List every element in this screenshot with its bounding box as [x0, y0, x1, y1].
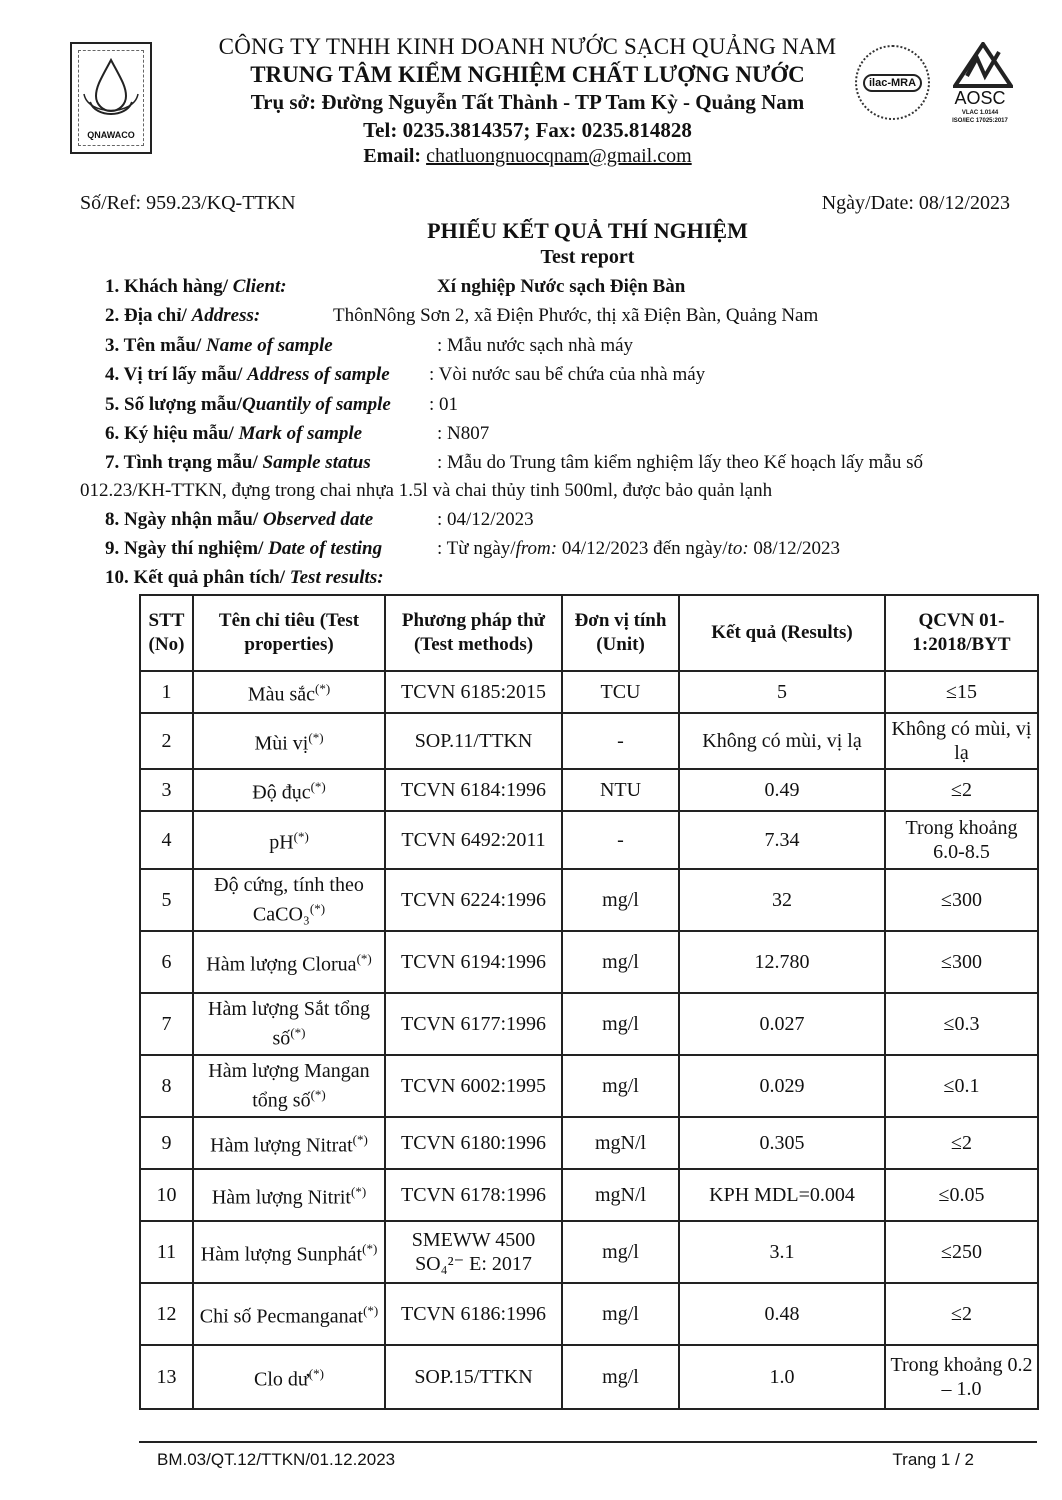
table-row — [140, 993, 1038, 1055]
cell-unit: NTU — [562, 769, 679, 811]
table-row — [140, 1117, 1038, 1169]
email-link[interactable]: chatluongnuocqnam@gmail.com — [426, 145, 692, 167]
quantity-value: : 01 — [429, 394, 459, 415]
cell-result: 3.1 — [679, 1221, 885, 1283]
page-number: Trang 1 / 2 — [892, 1450, 974, 1469]
cell-result: 0.48 — [679, 1283, 885, 1345]
quantity-line: 5. Số lượng mẫu/Quantily of sample : 01 — [105, 394, 459, 415]
cell-unit: mg/l — [562, 1345, 679, 1409]
table-row — [140, 811, 1038, 869]
sample-name-value: : Mẫu nước sạch nhà máy — [437, 335, 634, 356]
email-label: Email: — [363, 145, 427, 167]
col-methods: Phương pháp thử (Test methods) — [385, 595, 562, 671]
cell-property: Độ đục(*) — [193, 769, 385, 811]
cell-method: TCVN 6186:1996 — [385, 1283, 562, 1345]
col-properties: Tên chỉ tiêu (Test properties) — [193, 595, 385, 671]
cell-limit: ≤15 — [885, 671, 1038, 713]
table-row — [140, 713, 1038, 769]
cell-unit: mg/l — [562, 1221, 679, 1283]
cell-no: 3 — [140, 769, 193, 811]
aosc-iso: ISO/IEC 17025:2017 — [952, 118, 1008, 124]
cell-limit: ≤300 — [885, 931, 1038, 993]
company-address: Trụ sở: Đường Nguyễn Tất Thành - TP Tam Kỳ - Quảng Nam — [250, 90, 805, 114]
cell-property: Hàm lượng Nitrat(*) — [193, 1117, 385, 1169]
table-row — [140, 1169, 1038, 1221]
results-heading: 10. Kết quả phân tích/ Test results: — [105, 567, 384, 588]
cell-property: Clo dư(*) — [193, 1345, 385, 1409]
cell-no: 7 — [140, 993, 193, 1055]
cell-no: 5 — [140, 869, 193, 931]
cell-method: TCVN 6180:1996 — [385, 1117, 562, 1169]
cell-result: 0.027 — [679, 993, 885, 1055]
cell-unit: mg/l — [562, 1055, 679, 1117]
cell-unit: mg/l — [562, 869, 679, 931]
mark-value: : N807 — [437, 423, 490, 444]
cell-property: Hàm lượng Sắt tổng số(*) — [193, 993, 385, 1055]
cell-limit: ≤2 — [885, 769, 1038, 811]
accreditation-mark: (*) — [356, 951, 372, 967]
aosc-triangle-icon — [953, 42, 1013, 88]
cell-unit: mg/l — [562, 931, 679, 993]
cell-method: TCVN 6178:1996 — [385, 1169, 562, 1221]
company-name: CÔNG TY TNHH KINH DOANH NƯỚC SẠCH QUẢNG NAM — [218, 34, 837, 59]
cell-limit: ≤2 — [885, 1117, 1038, 1169]
cell-no: 12 — [140, 1283, 193, 1345]
seal-text: ilac-MRA — [863, 74, 922, 92]
cell-limit: Không có mùi, vị lạ — [885, 713, 1038, 769]
accreditation-mark: (*) — [290, 1025, 306, 1041]
table-row — [140, 931, 1038, 993]
cell-method: SOP.11/TTKN — [385, 713, 562, 769]
company-logo — [70, 42, 152, 154]
company-email-line — [160, 145, 895, 168]
cell-result: 5 — [679, 671, 885, 713]
mark-line: 6. Ký hiệu mẫu/ Mark of sample : N807 — [105, 423, 490, 444]
cell-unit: TCU — [562, 671, 679, 713]
col-qcvn: QCVN 01-1:2018/BYT — [885, 595, 1038, 671]
cell-no: 6 — [140, 931, 193, 993]
table-row — [140, 1345, 1038, 1409]
ilac-mra-seal — [855, 45, 930, 120]
col-stt: STT (No) — [140, 595, 193, 671]
cell-method: TCVN 6492:2011 — [385, 811, 562, 869]
cell-property: Hàm lượng Clorua(*) — [193, 931, 385, 993]
cell-limit: ≤300 — [885, 869, 1038, 931]
cell-no: 11 — [140, 1221, 193, 1283]
address-line: 2. Địa chỉ/ Address: ThônNông Sơn 2, xã Điện Phước, thị xã Điện Bàn, Quảng Nam — [105, 305, 819, 326]
cell-method: SMEWW 4500 SO₄²⁻ E: 2017 — [385, 1221, 562, 1283]
cell-limit: ≤0.3 — [885, 993, 1038, 1055]
cell-method: TCVN 6184:1996 — [385, 769, 562, 811]
table-header-row — [140, 595, 1038, 671]
cell-property: Màu sắc(*) — [193, 671, 385, 713]
cell-result: 7.34 — [679, 811, 885, 869]
sample-location-value: : Vòi nước sau bể chứa của nhà máy — [429, 364, 706, 385]
table-row — [140, 1055, 1038, 1117]
col-results: Kết quả (Results) — [679, 595, 885, 671]
cell-unit: mgN/l — [562, 1169, 679, 1221]
status-value-1: : Mẫu do Trung tâm kiểm nghiệm lấy theo Kế hoạch lấy mẫu số — [437, 452, 924, 473]
cell-method: TCVN 6185:2015 — [385, 671, 562, 713]
cell-unit: mg/l — [562, 1283, 679, 1345]
report-subtitle: Test report — [540, 246, 635, 268]
cell-no: 10 — [140, 1169, 193, 1221]
table-row — [140, 1283, 1038, 1345]
water-drop-icon — [72, 52, 150, 132]
cell-result: 0.029 — [679, 1055, 885, 1117]
footer-divider — [139, 1441, 1037, 1443]
client-value: Xí nghiệp Nước sạch Điện Bàn — [437, 276, 686, 297]
cell-property: Hàm lượng Mangan tổng số(*) — [193, 1055, 385, 1117]
table-row — [140, 869, 1038, 931]
cell-no: 8 — [140, 1055, 193, 1117]
accreditation-mark: (*) — [315, 681, 331, 697]
accreditation-mark: (*) — [363, 1303, 379, 1319]
company-phone: Tel: 0235.3814357; Fax: 0235.814828 — [363, 118, 692, 142]
cell-result: 0.49 — [679, 769, 885, 811]
report-title: PHIẾU KẾT QUẢ THÍ NGHIỆM — [427, 218, 748, 243]
cell-limit: ≤250 — [885, 1221, 1038, 1283]
status-value-2: 012.23/KH-TTKN, đựng trong chai nhựa 1.5l và chai thủy tinh 500ml, được bảo quản lạnh — [80, 480, 773, 501]
aosc-text: AOSC — [954, 88, 1006, 108]
cell-limit: Trong khoảng 6.0-8.5 — [885, 811, 1038, 869]
cell-method: TCVN 6194:1996 — [385, 931, 562, 993]
cell-unit: mg/l — [562, 993, 679, 1055]
received-line: 8. Ngày nhận mẫu/ Observed date : 04/12/2023 — [105, 509, 534, 530]
cell-unit: - — [562, 811, 679, 869]
cell-limit: ≤0.1 — [885, 1055, 1038, 1117]
cell-result: 1.0 — [679, 1345, 885, 1409]
cell-limit: Trong khoảng 0.2 – 1.0 — [885, 1345, 1038, 1409]
cell-no: 1 — [140, 671, 193, 713]
cell-result: Không có mùi, vị lạ — [679, 713, 885, 769]
results-table — [139, 594, 1039, 1410]
accreditation-mark: (*) — [362, 1241, 378, 1257]
cell-unit: - — [562, 713, 679, 769]
aosc-logo — [935, 40, 1025, 140]
table-row — [140, 671, 1038, 713]
cell-method: SOP.15/TTKN — [385, 1345, 562, 1409]
accreditation-mark: (*) — [310, 779, 326, 795]
status-line: 7. Tình trạng mẫu/ Sample status : Mẫu do Trung tâm kiểm nghiệm lấy theo Kế hoạch lấy mẫu số — [105, 452, 924, 473]
sample-location-line: 4. Vị trí lấy mẫu/ Address of sample : Vòi nước sau bể chứa của nhà máy — [105, 364, 706, 385]
accreditation-mark: (*) — [293, 829, 309, 845]
cell-no: 9 — [140, 1117, 193, 1169]
cell-limit: ≤0.05 — [885, 1169, 1038, 1221]
report-date: Ngày/Date: 08/12/2023 — [821, 192, 1010, 214]
address-value: ThônNông Sơn 2, xã Điện Phước, thị xã Điện Bàn, Quảng Nam — [333, 305, 819, 326]
cell-no: 2 — [140, 713, 193, 769]
cell-property: Chỉ số Pecmanganat(*) — [193, 1283, 385, 1345]
accreditation-mark: (*) — [309, 901, 326, 917]
cell-result: 32 — [679, 869, 885, 931]
reference-number: Số/Ref: 959.23/KQ-TTKN — [80, 192, 296, 214]
accreditation-mark: (*) — [308, 730, 324, 746]
accreditation-mark: (*) — [308, 1366, 324, 1382]
cell-no: 13 — [140, 1345, 193, 1409]
col-unit: Đơn vị tính (Unit) — [562, 595, 679, 671]
aosc-vilas: VLAC 1.0144 — [961, 110, 999, 116]
sample-name-line: 3. Tên mẫu/ Name of sample : Mẫu nước sạch nhà máy — [105, 335, 634, 356]
cell-property: pH(*) — [193, 811, 385, 869]
testing-line: 9. Ngày thí nghiệm/ Date of testing : Từ ngày/from: 04/12/2023 đến ngày/to: 08/12/2023 — [105, 538, 840, 559]
cell-result: KPH MDL=0.004 — [679, 1169, 885, 1221]
cell-method: TCVN 6177:1996 — [385, 993, 562, 1055]
accreditation-mark: (*) — [310, 1087, 326, 1103]
cell-property: Hàm lượng Sunphát(*) — [193, 1221, 385, 1283]
accreditation-mark: (*) — [352, 1132, 368, 1148]
cell-method: TCVN 6002:1995 — [385, 1055, 562, 1117]
cell-property: Mùi vị(*) — [193, 713, 385, 769]
center-name: TRUNG TÂM KIỂM NGHIỆM CHẤT LƯỢNG NƯỚC — [250, 62, 805, 87]
table-row — [140, 1221, 1038, 1283]
received-value: : 04/12/2023 — [437, 509, 534, 530]
cell-no: 4 — [140, 811, 193, 869]
cell-property: Độ cứng, tính theo CaCO₃(*) — [193, 869, 385, 931]
testing-value: : Từ ngày/from: 04/12/2023 đến ngày/to: 08/12/2023 — [437, 538, 840, 559]
form-code: BM.03/QT.12/TTKN/01.12.2023 — [157, 1450, 396, 1469]
cell-unit: mgN/l — [562, 1117, 679, 1169]
accreditation-mark: (*) — [351, 1184, 367, 1200]
cell-limit: ≤2 — [885, 1283, 1038, 1345]
cell-method: TCVN 6224:1996 — [385, 869, 562, 931]
cell-result: 12.780 — [679, 931, 885, 993]
cell-property: Hàm lượng Nitrit(*) — [193, 1169, 385, 1221]
cell-result: 0.305 — [679, 1117, 885, 1169]
client-line: 1. Khách hàng/ Client: Xí nghiệp Nước sạch Điện Bàn — [105, 276, 686, 297]
logo-caption: QNAWACO — [87, 130, 135, 140]
table-row — [140, 769, 1038, 811]
